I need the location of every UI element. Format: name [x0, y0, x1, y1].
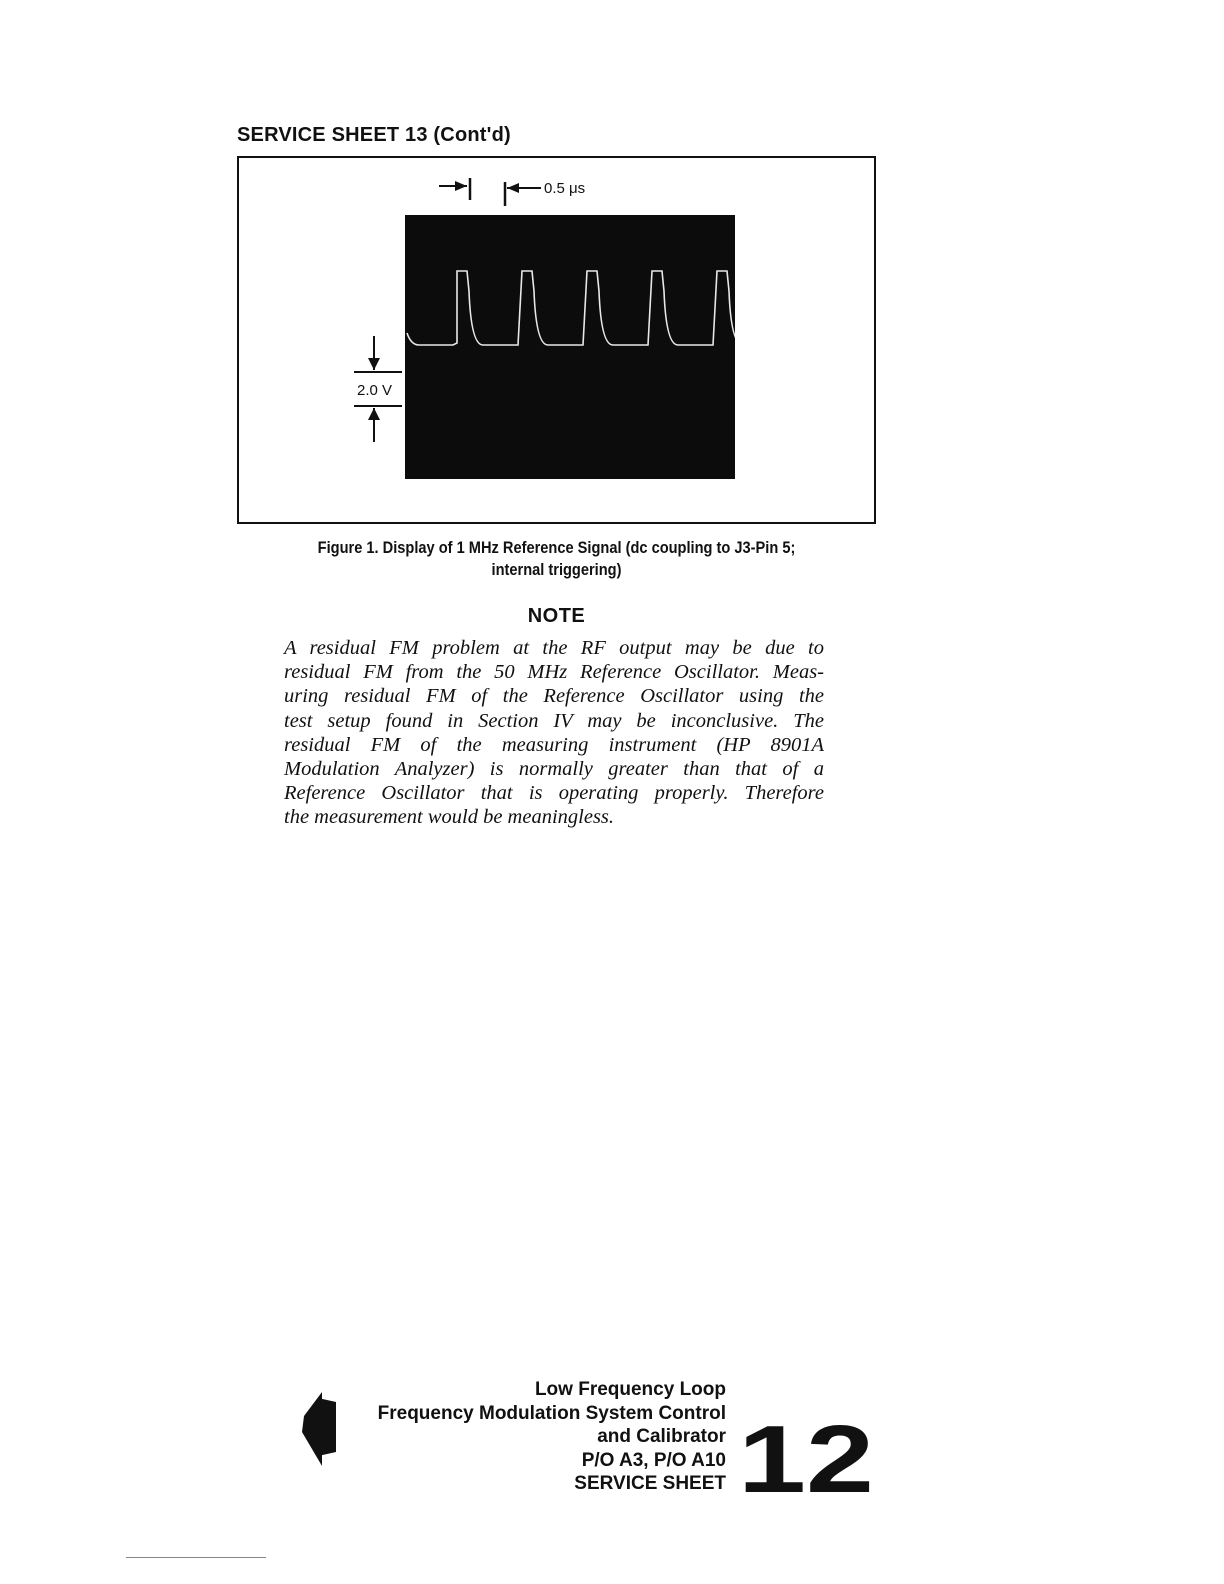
- footer-line: Low Frequency Loop: [534, 1379, 726, 1400]
- service-sheet-number: [736, 1422, 876, 1494]
- note-line: residual FM of the measuring instrument (HP 8901A: [284, 733, 824, 756]
- signal-trace: [407, 271, 735, 345]
- figure-caption: [282, 537, 832, 581]
- footer-line: Frequency Modulation System Control: [377, 1402, 726, 1424]
- figure-caption-line-1: Figure 1. Display of 1 MHz Reference Signal (dc coupling to J3-Pin 5;: [317, 538, 796, 557]
- footer-line: and Calibrator: [597, 1426, 726, 1447]
- note-line: A residual FM problem at the RF output may be due to: [284, 637, 824, 659]
- note-line: the measurement would be meaningless.: [284, 806, 615, 829]
- note-title: NOTE: [527, 605, 586, 627]
- time-scale-label: 0.5 μs: [544, 180, 586, 197]
- footer-title-block: [300, 1378, 726, 1496]
- sheet-number-text: 12: [738, 1422, 874, 1494]
- time-scale-arrows: [437, 176, 617, 212]
- reference-signal-waveform: [405, 215, 735, 479]
- note-line: Reference Oscillator that is operating properly. Therefore: [284, 782, 824, 805]
- note-body: [284, 636, 824, 830]
- page-header: SERVICE SHEET 13 (Cont'd): [237, 124, 511, 146]
- note-line: residual FM from the 50 MHz Reference Oscillator. Meas-: [284, 661, 824, 684]
- voltage-scale-marker: [350, 336, 410, 446]
- figure-caption-line-2: internal triggering): [491, 560, 622, 579]
- time-scale-marker: [437, 176, 617, 212]
- page-edge-rule: [126, 1557, 266, 1558]
- footer-line: P/O A3, P/O A10: [581, 1449, 726, 1471]
- note-line: Modulation Analyzer) is normally greater than that of a: [284, 758, 824, 781]
- note-line: test setup found in Section IV may be inconclusive. The: [284, 709, 824, 732]
- oscilloscope-display: [405, 215, 735, 479]
- footer-line: SERVICE SHEET: [574, 1473, 726, 1494]
- note-line: uring residual FM of the Reference Oscillator using the: [284, 685, 824, 708]
- voltage-scale-arrows: [350, 336, 410, 446]
- voltage-scale-label: 2.0 V: [357, 382, 393, 399]
